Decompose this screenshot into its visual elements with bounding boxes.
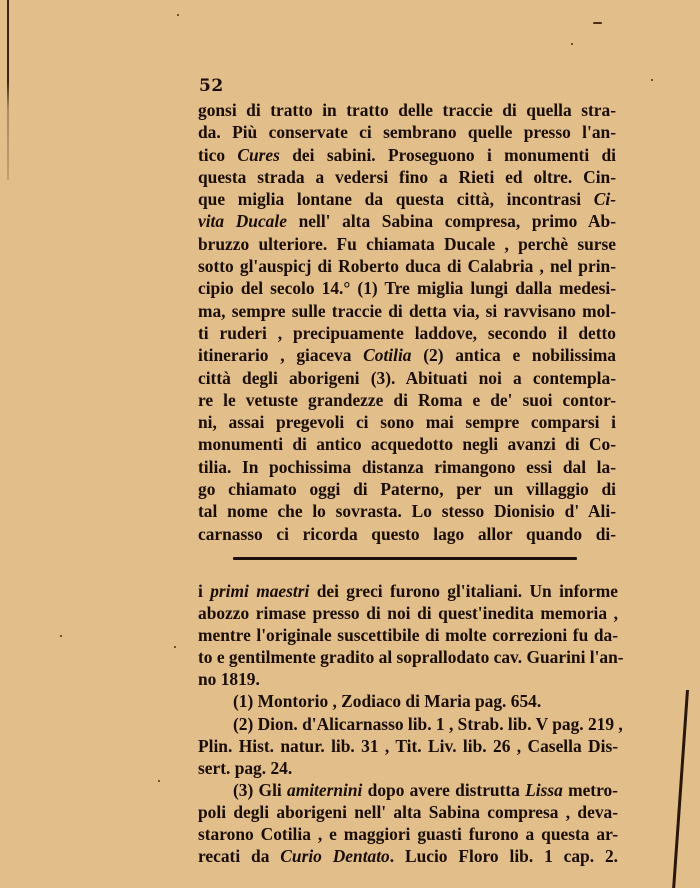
text-run: città degli aborigeni (3). Abituati noi a contempla- bbox=[198, 367, 616, 388]
text-line bbox=[198, 99, 616, 121]
italic-text: Curio Dentato bbox=[280, 846, 390, 867]
paper-speck bbox=[593, 22, 602, 24]
text-run: recati da bbox=[198, 846, 281, 867]
footnote-line bbox=[198, 779, 618, 801]
text-run: nell' alta Sabina compresa, primo Ab- bbox=[286, 211, 616, 232]
text-line bbox=[198, 277, 616, 299]
text-run: da. Più conservate ci sembrano quelle presso l'an- bbox=[198, 122, 616, 143]
text-line bbox=[198, 322, 616, 344]
text-run: ti ruderi , precipuamente laddove, secondo il detto bbox=[198, 322, 616, 343]
page-edge-shadow-right bbox=[672, 690, 689, 888]
footnote-line bbox=[198, 735, 618, 757]
footnote-line bbox=[198, 646, 624, 668]
page-edge-shadow-left bbox=[7, 0, 9, 180]
text-line bbox=[198, 456, 616, 478]
footnote-separator-rule bbox=[233, 557, 577, 560]
text-run: tilia. In pochissima distanza rimangono essi dal la- bbox=[198, 456, 616, 477]
footnotes bbox=[198, 580, 624, 867]
footnote-line bbox=[198, 757, 618, 779]
footnote-line bbox=[198, 801, 618, 823]
footnote-line bbox=[198, 624, 618, 646]
footnote-line bbox=[198, 602, 618, 624]
text-line bbox=[198, 367, 616, 389]
text-run: itinerario , giaceva bbox=[198, 345, 364, 366]
text-run: gonsi di tratto in tratto delle traccie di quella stra- bbox=[198, 100, 616, 120]
footnote-line bbox=[198, 668, 618, 690]
text-run: metro- bbox=[562, 779, 618, 800]
text-run: sotto gl'auspicj di Roberto duca di Calabria , nel prin- bbox=[198, 256, 616, 277]
text-run: abozzo rimase presso di noi di quest'inedita memoria , bbox=[198, 603, 618, 624]
text-run: dei sabini. Proseguono i monumenti di bbox=[279, 144, 616, 165]
text-line bbox=[198, 210, 616, 232]
text-run: (2) antica e nobilissima bbox=[411, 345, 616, 366]
footnote-line bbox=[198, 713, 623, 735]
text-run: dopo avere distrutta bbox=[362, 779, 526, 800]
text-run: . Lucio Floro lib. 1 cap. 2. bbox=[389, 846, 618, 867]
text-run: carnasso ci ricorda questo lago allor quando di- bbox=[198, 523, 616, 544]
text-run: monumenti di antico acquedotto negli avanzi di Co- bbox=[198, 434, 616, 455]
footnote-line bbox=[198, 845, 618, 867]
paper-speck bbox=[177, 14, 179, 16]
text-line bbox=[198, 433, 616, 455]
italic-text: primi maestri bbox=[210, 581, 310, 601]
text-line bbox=[198, 344, 616, 366]
text-line bbox=[198, 478, 616, 500]
italic-text: Ci- bbox=[593, 189, 616, 210]
text-run: tico bbox=[198, 144, 238, 165]
text-run: dei greci furono gl'italiani. Un informe bbox=[309, 581, 618, 601]
italic-text: Lissa bbox=[525, 779, 563, 800]
text-line bbox=[198, 389, 616, 411]
italic-text: vita Ducale bbox=[198, 211, 287, 232]
text-run: no 1819. bbox=[198, 669, 260, 690]
text-run: (2) Dion. d'Alicarnasso lib. 1 , Strab. lib. V pag. 219 , bbox=[233, 713, 623, 734]
main-body-text bbox=[198, 99, 616, 545]
text-line bbox=[198, 523, 616, 545]
text-line bbox=[198, 500, 616, 522]
text-run: mentre l'originale suscettibile di molte correzioni fu da- bbox=[198, 625, 618, 646]
italic-text: Cotilia bbox=[363, 345, 412, 366]
text-run: ma, sempre sulle traccie di detta via, si ravvisano mol- bbox=[198, 300, 616, 321]
italic-text: Cures bbox=[237, 144, 280, 165]
footnote-line bbox=[198, 580, 618, 602]
paper-speck bbox=[60, 635, 62, 637]
text-run: bruzzo ulteriore. Fu chiamata Ducale , perchè surse bbox=[198, 233, 616, 254]
text-run: cipio del secolo 14.° (1) Tre miglia lungi dalla medesi- bbox=[198, 278, 616, 299]
text-run: ni, assai pregevoli ci sono mai sempre comparsi i bbox=[198, 412, 616, 433]
italic-text: amiternini bbox=[287, 779, 363, 800]
text-run: to e gentilmente gradito al soprallodato cav. Guarini l'an- bbox=[198, 647, 624, 668]
text-line bbox=[198, 188, 616, 210]
text-run: poli degli aborigeni nell' alta Sabina compresa , deva- bbox=[198, 801, 618, 822]
footnote-line bbox=[198, 823, 618, 845]
footnote-line bbox=[198, 690, 618, 712]
text-line bbox=[198, 255, 616, 277]
text-line bbox=[198, 300, 616, 322]
text-run: i bbox=[198, 581, 211, 601]
text-run: sert. pag. 24. bbox=[198, 757, 293, 778]
page-number: 52 bbox=[199, 76, 224, 96]
text-line bbox=[198, 233, 616, 255]
text-run: starono Cotilia , e maggiori guasti furono a questa ar- bbox=[198, 824, 618, 845]
paper-speck bbox=[158, 780, 160, 782]
text-run: questa strada a vedersi fino a Rieti ed oltre. Cin- bbox=[198, 166, 616, 187]
paper-speck bbox=[174, 646, 176, 648]
text-line bbox=[198, 166, 616, 188]
text-line bbox=[198, 144, 616, 166]
text-line bbox=[198, 411, 616, 433]
text-run: tal nome che lo sovrasta. Lo stesso Dionisio d' Ali- bbox=[198, 501, 616, 522]
text-run: go chiamato oggi di Paterno, per un villaggio di bbox=[198, 479, 616, 500]
text-run: que miglia lontane da questa città, incontrasi bbox=[198, 189, 594, 210]
text-run: (3) Gli bbox=[233, 779, 287, 800]
text-line bbox=[198, 121, 616, 143]
paper-speck bbox=[571, 43, 573, 45]
text-run: Plin. Hist. natur. lib. 31 , Tit. Liv. lib. 26 , Casella Dis- bbox=[198, 735, 618, 756]
paper-speck bbox=[651, 79, 653, 81]
text-run: (1) Montorio , Zodiaco di Maria pag. 654. bbox=[233, 691, 542, 712]
text-run: re le vetuste grandezze di Roma e de' suoi contor- bbox=[198, 389, 616, 410]
